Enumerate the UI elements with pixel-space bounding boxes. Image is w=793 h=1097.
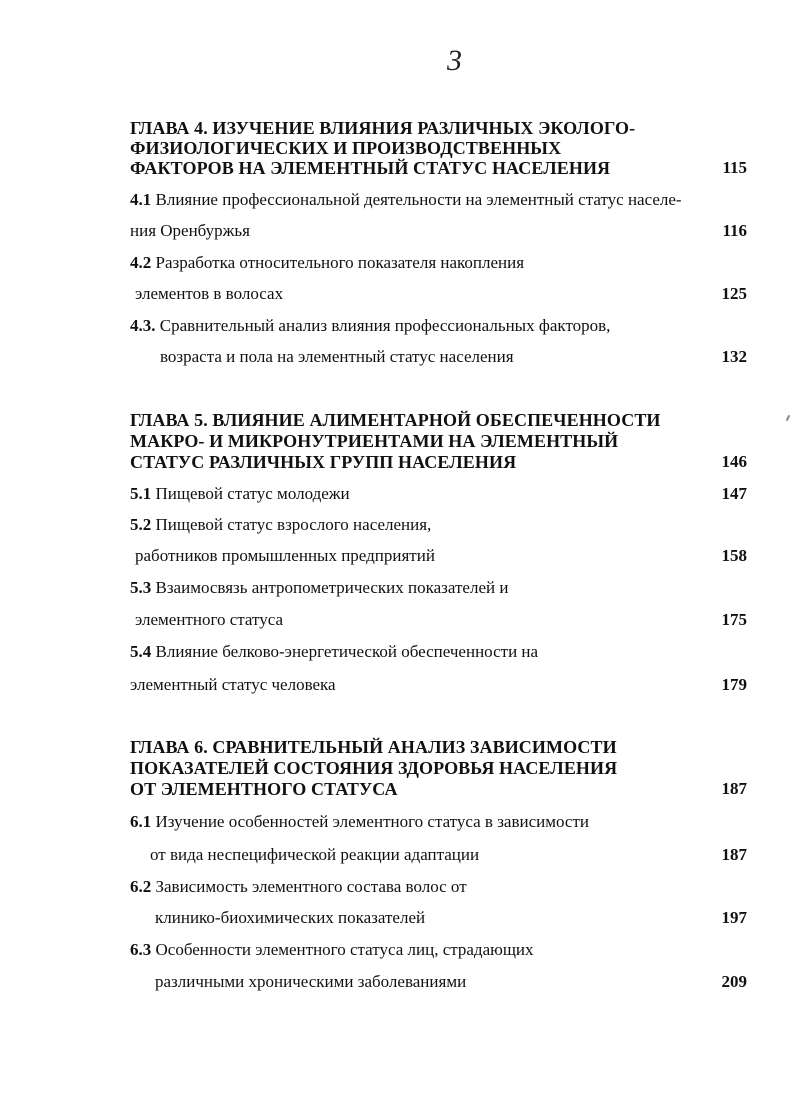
- section-4-2: [130, 253, 524, 273]
- section-5-2-text: Пищевой статус взрослого населения,: [155, 515, 432, 534]
- section-4-3-number: 4.3.: [130, 316, 156, 335]
- section-5-4-text: Влияние белково-энергетической обеспеченности на: [155, 642, 539, 661]
- chapter-5-page: 146: [721, 452, 747, 471]
- handwritten-page-number: 3: [447, 44, 462, 77]
- section-6-3-cont: различными хроническими заболеваниями: [155, 972, 467, 991]
- section-6-3: [130, 940, 534, 960]
- section-4-1-text: Влияние профессиональной деятельности на элементный статус населе-: [155, 190, 682, 209]
- section-5-4: [130, 642, 538, 662]
- chapter-6-title-line-2: ПОКАЗАТЕЛЕЙ СОСТОЯНИЯ ЗДОРОВЬЯ НАСЕЛЕНИЯ: [130, 758, 618, 778]
- scan-speck-mark: [786, 415, 790, 421]
- chapter-6-title-line-3: ОТ ЭЛЕМЕНТНОГО СТАТУСА: [130, 779, 398, 799]
- chapter-5-title-line-3: СТАТУС РАЗЛИЧНЫХ ГРУПП НАСЕЛЕНИЯ: [130, 452, 517, 472]
- section-6-3-page: 209: [721, 972, 747, 991]
- section-4-2-text: Разработка относительного показателя накопления: [155, 253, 525, 272]
- chapter-5-title-line-2: МАКРО- И МИКРОНУТРИЕНТАМИ НА ЭЛЕМЕНТНЫЙ: [130, 431, 619, 451]
- section-4-3: [130, 316, 610, 336]
- chapter-4-page: 115: [722, 158, 747, 177]
- section-6-3-number: 6.3: [130, 940, 152, 959]
- section-4-2-page: 125: [721, 284, 747, 303]
- section-5-1: [130, 484, 350, 504]
- section-5-3: [130, 578, 508, 598]
- section-5-2-cont: работников промышленных предприятий: [135, 546, 435, 565]
- section-5-4-page: 179: [721, 675, 747, 694]
- section-4-1-page: 116: [722, 221, 747, 240]
- section-6-2-cont: клинико-биохимических показателей: [155, 908, 426, 927]
- section-6-2: [130, 877, 467, 897]
- section-6-1-page: 187: [721, 845, 747, 864]
- section-6-2-page: 197: [721, 908, 747, 927]
- section-5-1-text: Пищевой статус молодежи: [155, 484, 350, 503]
- chapter-4-title-line-2: ФИЗИОЛОГИЧЕСКИХ И ПРОИЗВОДСТВЕННЫХ: [130, 138, 562, 158]
- section-6-1-number: 6.1: [130, 812, 152, 831]
- section-6-2-number: 6.2: [130, 877, 152, 896]
- section-5-1-number: 5.1: [130, 484, 152, 503]
- section-6-1-cont: от вида неспецифической реакции адаптации: [150, 845, 480, 864]
- section-4-3-cont: возраста и пола на элементный статус населения: [160, 347, 514, 366]
- section-5-4-cont: элементный статус человека: [130, 675, 336, 694]
- section-5-4-number: 5.4: [130, 642, 152, 661]
- chapter-6-page: 187: [721, 779, 747, 798]
- section-6-1: [130, 812, 589, 832]
- section-4-1: [130, 190, 682, 210]
- section-6-3-text: Особенности элементного статуса лиц, страдающих: [155, 940, 534, 959]
- section-4-3-page: 132: [721, 347, 747, 366]
- section-5-2: [130, 515, 431, 535]
- section-4-2-cont: элементов в волосах: [135, 284, 284, 303]
- section-6-2-text: Зависимость элементного состава волос от: [155, 877, 467, 896]
- section-5-2-page: 158: [721, 546, 747, 565]
- chapter-4-title-line-1: ГЛАВА 4. ИЗУЧЕНИЕ ВЛИЯНИЯ РАЗЛИЧНЫХ ЭКОЛОГО-: [130, 118, 636, 138]
- section-4-1-cont: ния Оренбуржья: [130, 221, 251, 240]
- section-4-2-number: 4.2: [130, 253, 152, 272]
- chapter-5-title-line-1: ГЛАВА 5. ВЛИЯНИЕ АЛИМЕНТАРНОЙ ОБЕСПЕЧЕННОСТИ: [130, 410, 661, 430]
- section-5-3-text: Взаимосвязь антропометрических показателей и: [155, 578, 509, 597]
- section-5-1-page: 147: [721, 484, 747, 503]
- section-5-3-page: 175: [721, 610, 747, 629]
- section-5-3-number: 5.3: [130, 578, 152, 597]
- section-5-2-number: 5.2: [130, 515, 152, 534]
- section-6-1-text: Изучение особенностей элементного статуса в зависимости: [155, 812, 589, 831]
- chapter-6-title-line-1: ГЛАВА 6. СРАВНИТЕЛЬНЫЙ АНАЛИЗ ЗАВИСИМОСТИ: [130, 737, 617, 757]
- section-4-3-text: Сравнительный анализ влияния профессиональных факторов,: [159, 316, 611, 335]
- chapter-4-title-line-3: ФАКТОРОВ НА ЭЛЕМЕНТНЫЙ СТАТУС НАСЕЛЕНИЯ: [130, 158, 611, 178]
- section-4-1-number: 4.1: [130, 190, 152, 209]
- section-5-3-cont: элементного статуса: [135, 610, 284, 629]
